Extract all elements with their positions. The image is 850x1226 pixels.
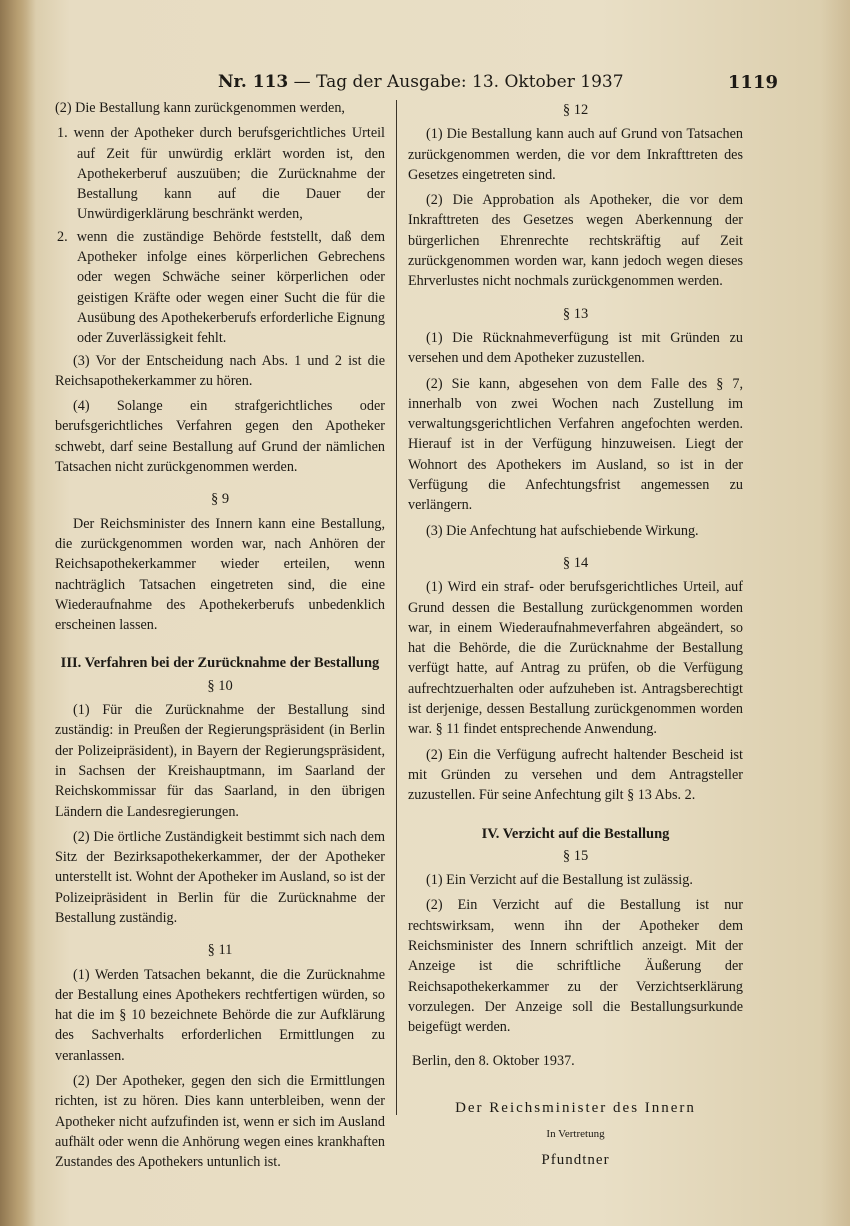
section-heading: § 11 — [207, 942, 233, 959]
section-heading: § 13 — [562, 305, 589, 322]
paragraph: (1) Die Rücknahmeverfügung ist mit Gründen zu versehen und dem Apotheker zuzustellen. — [408, 329, 743, 367]
issue-number: Nr. 113 — [218, 72, 289, 92]
chapter-heading: IV. Verzicht auf die Bestallung — [481, 825, 670, 842]
section-heading: § 14 — [562, 554, 589, 571]
paragraph: (3) Die Anfechtung hat aufschiebende Wirkung. — [426, 522, 699, 539]
paragraph: (2) Die Bestallung kann zurückgenommen werden, — [55, 100, 345, 116]
paragraph: (1) Wird ein straf- oder berufsgerichtliches Urteil, auf Grund dessen die Bestallung zurückgenommen worden war, in einem Wiederaufnahmeverfahren abgeändert, so hat die Behörde, die die Zurücknahme der Bestallung verfügt hatte, auf Antrag zu prüfen, ob die Verfügung aufrechtzuerhalten oder aufzuheben ist. Antragsberechtigt ist derjenige, dessen Bestallung zurückgenommen worden war. § 11 findet entsprechende Anwendung. — [408, 579, 743, 738]
paragraph: (2) Die Approbation als Apotheker, die vor dem Inkrafttreten des Gesetzes wegen Aberkennung der bürgerlichen Ehrenrechte rechtskräftig auf Zeit zurückgenommen worden war, kann jedoch wegen dieses Ehrverlustes nicht nochmals zurückgenommen werden. — [408, 192, 743, 290]
signature-office: Der Reichsminister des Innern — [455, 1099, 696, 1116]
paragraph: (4) Solange ein strafgerichtliches oder berufsgerichtliches Verfahren gegen den Apotheker schwebt, darf seine Bestallung auf Grund der nämlichen Tatsachen nicht zurückgenommen werden. — [55, 398, 385, 476]
paragraph: Der Reichsminister des Innern kann eine Bestallung, die zurückgenommen worden war, nach Anhören der Reichsapothekerkammer wieder erteilen, wenn nachträglich Tatsachen eingetreten sind, die eine Wiederaufnahme des Apothekerberufs unbedenklich erscheinen lassen. — [55, 515, 385, 634]
paragraph: (2) Ein Verzicht auf die Bestallung ist nur rechtswirksam, wenn ihn der Apotheker dem Reichsminister des Innern schriftlich anzeigt. Mit der Anzeige ist die schriftliche Äußerung der Reichsapothekerkammer zu der Verzichtserklärung vorzulegen. Der Anzeige soll die Bestallungsurkunde beigefügt werden. — [408, 897, 743, 1036]
list-item: 1. wenn der Apotheker durch berufsgerichtliches Urteil auf Zeit für unwürdig erklärt worden ist, den Apothekerberuf auszuüben; die Zurücknahme der Bestallung kann auf die Dauer der Unwürdigerklärung beschränkt werden, — [57, 125, 385, 223]
paragraph: (1) Die Bestallung kann auch auf Grund von Tatsachen zurückgenommen werden, die vor dem Inkrafttreten des Gesetzes eingetreten sind. — [408, 126, 743, 183]
chapter-heading: III. Verfahren bei der Zurücknahme der Bestallung — [60, 655, 380, 672]
right-column — [408, 98, 743, 1171]
paragraph: (3) Vor der Entscheidung nach Abs. 1 und 2 ist die Reichsapothekerkammer zu hören. — [55, 352, 385, 389]
section-heading: § 9 — [210, 491, 230, 508]
place-and-date: Berlin, den 8. Oktober 1937. — [412, 1053, 575, 1070]
header-dash: — — [293, 72, 311, 92]
section-heading: § 15 — [562, 847, 589, 864]
paragraph: (1) Werden Tatsachen bekannt, die die Zurücknahme der Bestallung eines Apothekers rechtfertigen würden, so hat die im § 10 bezeichnete Behörde die zur Aufklärung des Sachverhalts erforderlichen Ermittlungen zu veranlassen. — [55, 966, 385, 1064]
column-divider — [396, 100, 397, 1115]
signature-deputy: In Vertretung — [546, 1128, 605, 1141]
signature-name: Pfundtner — [541, 1152, 610, 1169]
section-heading: § 12 — [562, 102, 589, 118]
list-item: 2. wenn die zuständige Behörde feststellt, daß dem Apotheker infolge eines körperlichen Gebrechens oder wegen Schwäche seiner körperlichen oder geistigen Kräfte oder wegen einer Sucht die für die Ausübung des Apothekerberufs erforderliche Eignung oder Zuverlässigkeit fehlt. — [57, 228, 385, 347]
left-column — [55, 98, 385, 1178]
issue-date: Tag der Ausgabe: 13. Oktober 1937 — [316, 72, 624, 92]
paragraph: (1) Ein Verzicht auf die Bestallung ist zulässig. — [426, 872, 693, 889]
paragraph: (2) Die örtliche Zuständigkeit bestimmt sich nach dem Sitz der Bezirksapothekerkammer, der der Apotheker unterstellt ist. Wohnt der Apotheker im Ausland, so ist der Polizeipräsident in Berlin für die Zurücknahme der Bestallung zuständig. — [55, 828, 385, 926]
paragraph: (2) Sie kann, abgesehen von dem Falle des § 7, innerhalb von zwei Wochen nach Zustellung im verwaltungsgerichtlichen Verfahren angefochten werden. Hierauf ist in der Verfügung hinzuweisen. Liegt der Wohnort des Apothekers im Ausland, so ist in der Verfügung die Anfechtungsfrist angemessen zu verlängern. — [408, 375, 743, 514]
section-heading: § 10 — [207, 677, 233, 694]
page-number: 1119 — [727, 72, 778, 93]
paragraph: (2) Der Apotheker, gegen den sich die Ermittlungen richten, ist zu hören. Dies kann unterbleiben, wenn der Apotheker nicht aufzufinden ist, wenn er sich im Ausland aufhält oder wenn die Anhörung wegen eines krankhaften Zustandes des Apothekers untunlich ist. — [55, 1073, 385, 1171]
binding-shadow — [0, 0, 36, 1226]
paragraph: (1) Für die Zurücknahme der Bestallung sind zuständig: in Preußen der Regierungspräsident (in Berlin der Polizeipräsident), in Bayern der Regierungspräsident, in Sachsen der Kreishauptmann, im Saarland der Reichskommissar für das Saarland, in den übrigen Ländern die Landesregierungen. — [55, 702, 385, 820]
paragraph: (2) Ein die Verfügung aufrecht haltender Bescheid ist mit Gründen zu versehen und dem Antragsteller zuzustellen. Für seine Anfechtung gilt § 13 Abs. 2. — [408, 746, 743, 804]
